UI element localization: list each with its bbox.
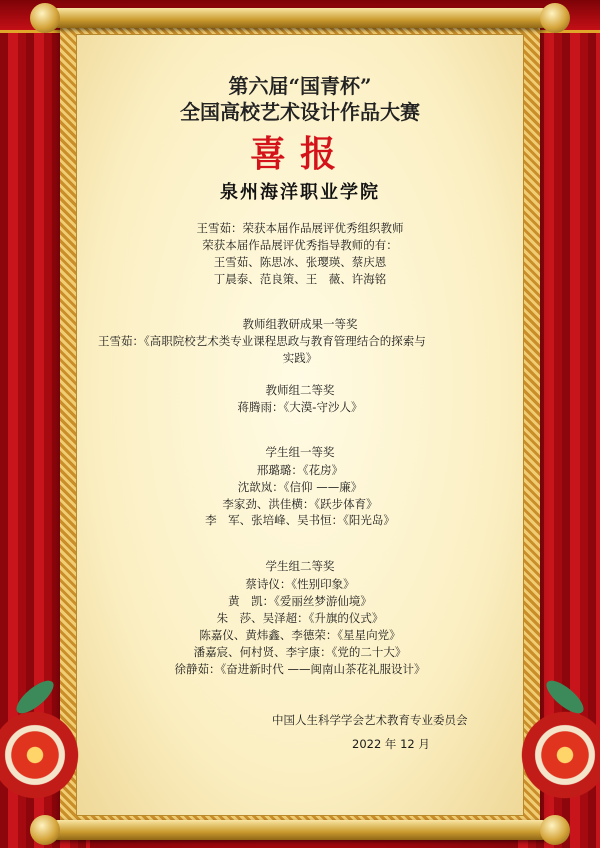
title-line-2: 全国高校艺术设计作品大赛 (180, 100, 420, 124)
school-name: 泉州海洋职业学院 (220, 182, 380, 203)
issue-date: 2022 年 12 月 (352, 737, 430, 751)
student-second-item: 蔡诗仪：《性别印象》 (245, 577, 355, 591)
student-second-item: 潘嘉宸、何村贤、李宇康：《党的二十大》 (193, 645, 407, 659)
organizer-line-1: 王雪茹：荣获本届作品展评优秀组织教师 (196, 221, 404, 235)
teacher-first-heading: 教师组教研成果一等奖 (242, 317, 358, 331)
student-first-item: 李家劲、洪佳横：《跃步体育》 (222, 497, 378, 511)
student-first-item: 沈歆岚：《信仰 ——廉》 (237, 480, 363, 494)
teacher-first-line-1: 王雪茹：《高职院校艺术类专业课程思政与教育管理结合的探索与 (98, 334, 426, 348)
scroll-top-rod (48, 8, 552, 28)
organizer-line-3: 王雪茹、陈思冰、张璎瑛、蔡庆恩 (213, 255, 387, 269)
student-first-item: 李 军、张培峰、吴书恒：《阳光岛》 (205, 513, 395, 527)
student-second-item: 陈嘉仪、黄炜鑫、李德荣：《星星向党》 (199, 628, 401, 642)
student-second-item: 徐静茹：《奋进新时代 ——闽南山茶花礼服设计》 (174, 662, 426, 676)
organizer-line-2: 荣获本届作品展评优秀指导教师的有： (202, 238, 398, 252)
student-second-item: 黄 凯：《爱丽丝梦游仙境》 (228, 594, 372, 608)
title-line-1: 第六届“国青杯” (228, 74, 372, 98)
student-second-heading: 学生组二等奖 (265, 559, 335, 573)
teacher-second-line-1: 蒋腾雨：《大漠-守沙人》 (237, 400, 363, 414)
student-first-heading: 学生组一等奖 (265, 445, 335, 459)
issuing-organization: 中国人生科学学会艺术教育专业委员会 (272, 713, 468, 727)
headline: 喜报 (249, 133, 350, 175)
organizer-line-4: 丁晨泰、范良策、王 薇、许海铭 (213, 272, 387, 286)
teacher-first-line-2: 实践》 (282, 351, 318, 365)
teacher-second-heading: 教师组二等奖 (265, 383, 335, 397)
student-first-item: 邢璐璐：《花房》 (256, 463, 344, 477)
student-second-item: 朱 莎、吴泽超：《升旗的仪式》 (216, 611, 384, 625)
scroll-bottom-rod (48, 820, 552, 840)
